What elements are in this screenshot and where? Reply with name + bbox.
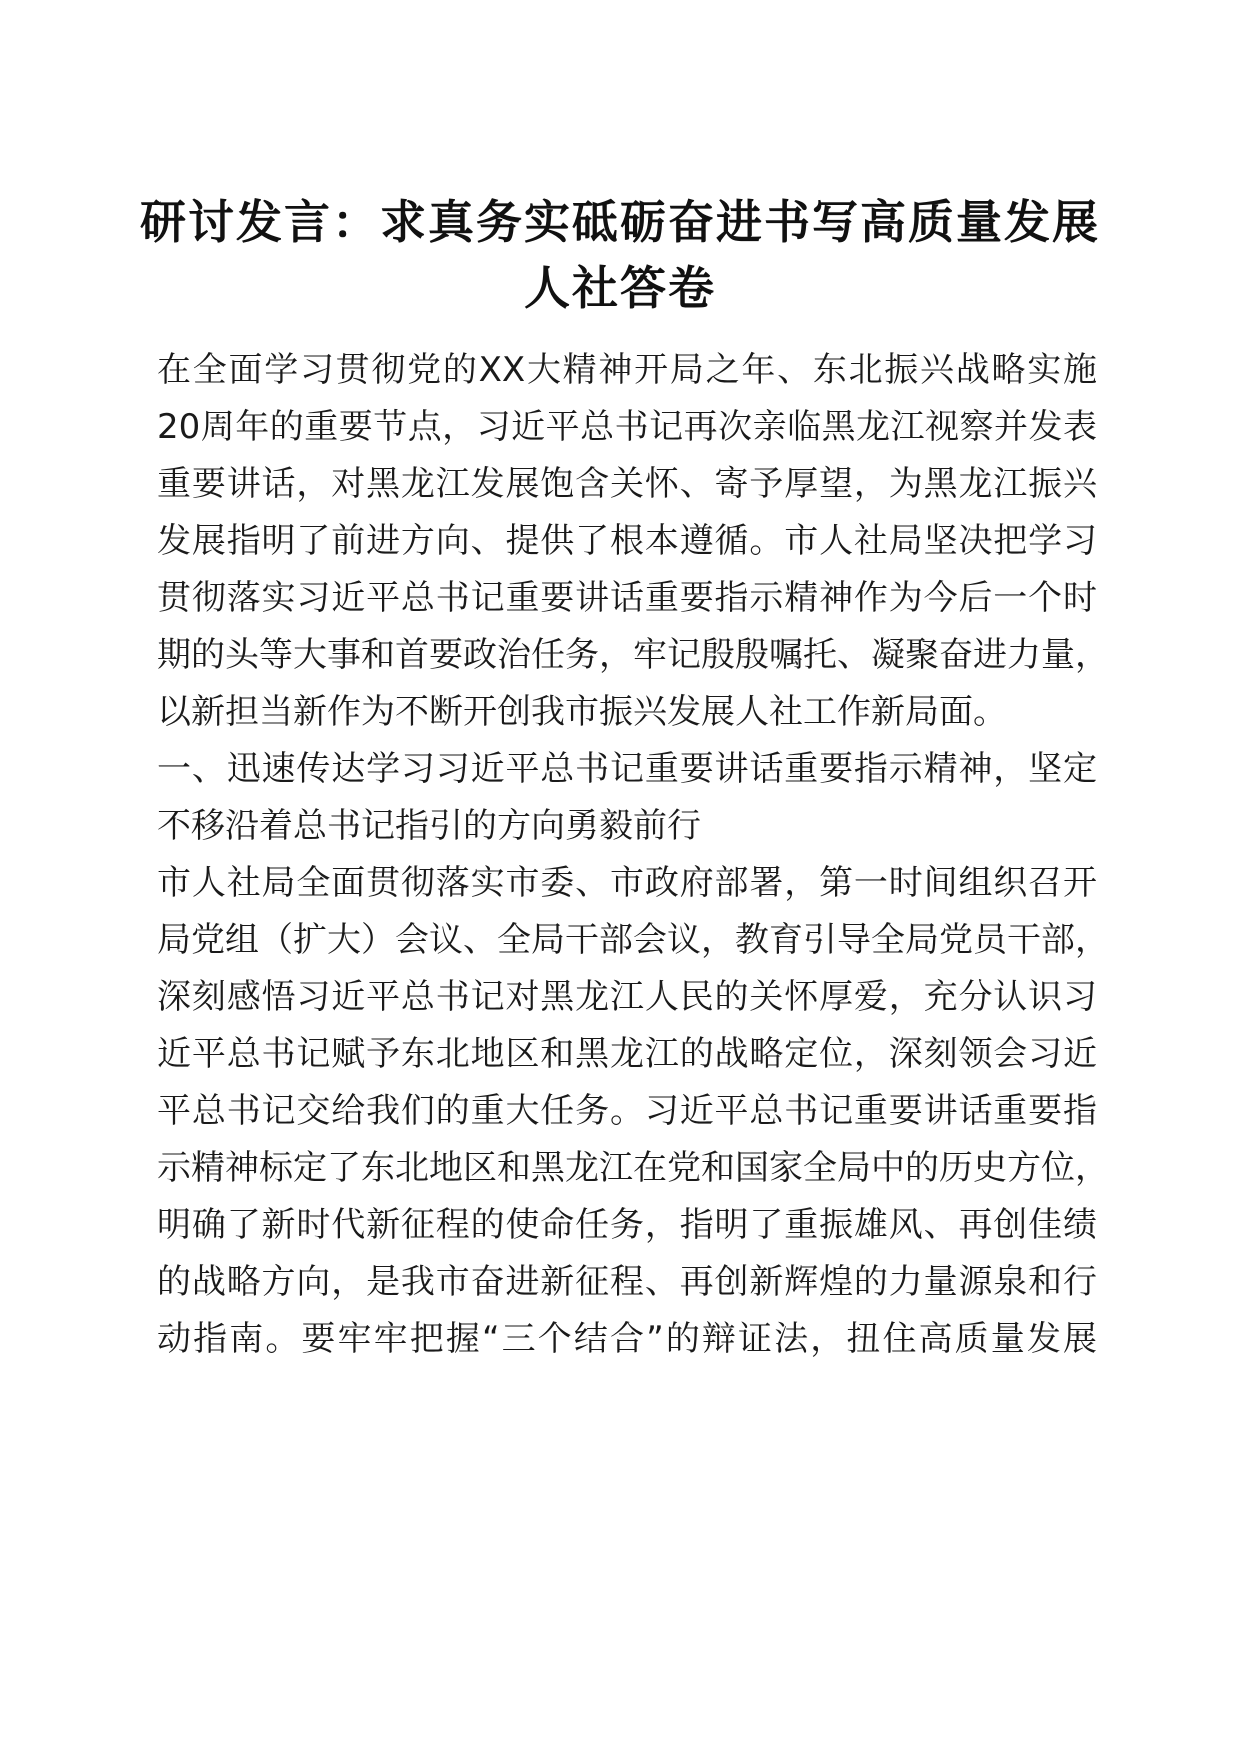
body-line-6: 期的头等大事和首要政治任务，牢记殷殷嘱托、凝聚奋进力量，: [157, 635, 1109, 675]
body-line-17: 的战略方向，是我市奋进新征程、再创新辉煌的力量源泉和行: [157, 1262, 1097, 1302]
document-title-line-2: 人社答卷: [524, 261, 716, 315]
body-line-13: 近平总书记赋予东北地区和黑龙江的战略定位，深刻领会习近: [157, 1034, 1097, 1074]
body-line-1: 在全面学习贯彻党的XX大精神开局之年、东北振兴战略实施: [157, 350, 1097, 390]
body-line-14: 平总书记交给我们的重大任务。习近平总书记重要讲话重要指: [157, 1091, 1097, 1131]
document-title-line-1: 研讨发言：求真务实砥砺奋进书写高质量发展: [140, 195, 1100, 249]
body-line-4: 发展指明了前进方向、提供了根本遵循。市人社局坚决把学习: [157, 521, 1097, 561]
body-line-5: 贯彻落实习近平总书记重要讲话重要指示精神作为今后一个时: [157, 578, 1097, 618]
body-line-10: 市人社局全面贯彻落实市委、市政府部署，第一时间组织召开: [157, 863, 1097, 903]
body-line-15: 示精神标定了东北地区和黑龙江在党和国家全局中的历史方位，: [157, 1148, 1109, 1188]
body-line-11: 局党组（扩大）会议、全局干部会议，教育引导全局党员干部，: [157, 920, 1109, 960]
body-line-3: 重要讲话，对黑龙江发展饱含关怀、寄予厚望，为黑龙江振兴: [157, 464, 1097, 504]
section-heading-line-1: 一、迅速传达学习习近平总书记重要讲话重要指示精神，坚定: [157, 749, 1097, 789]
body-line-12: 深刻感悟习近平总书记对黑龙江人民的关怀厚爱，充分认识习: [157, 977, 1097, 1017]
section-heading-line-2: 不移沿着总书记指引的方向勇毅前行: [157, 806, 701, 846]
body-line-7: 以新担当新作为不断开创我市振兴发展人社工作新局面。: [157, 692, 1007, 732]
body-line-2: 20周年的重要节点，习近平总书记再次亲临黑龙江视察并发表: [157, 407, 1097, 447]
body-line-18: 动指南。要牢牢把握“三个结合”的辩证法，扭住高质量发展: [157, 1319, 1097, 1359]
body-line-16: 明确了新时代新征程的使命任务，指明了重振雄风、再创佳绩: [157, 1205, 1097, 1245]
